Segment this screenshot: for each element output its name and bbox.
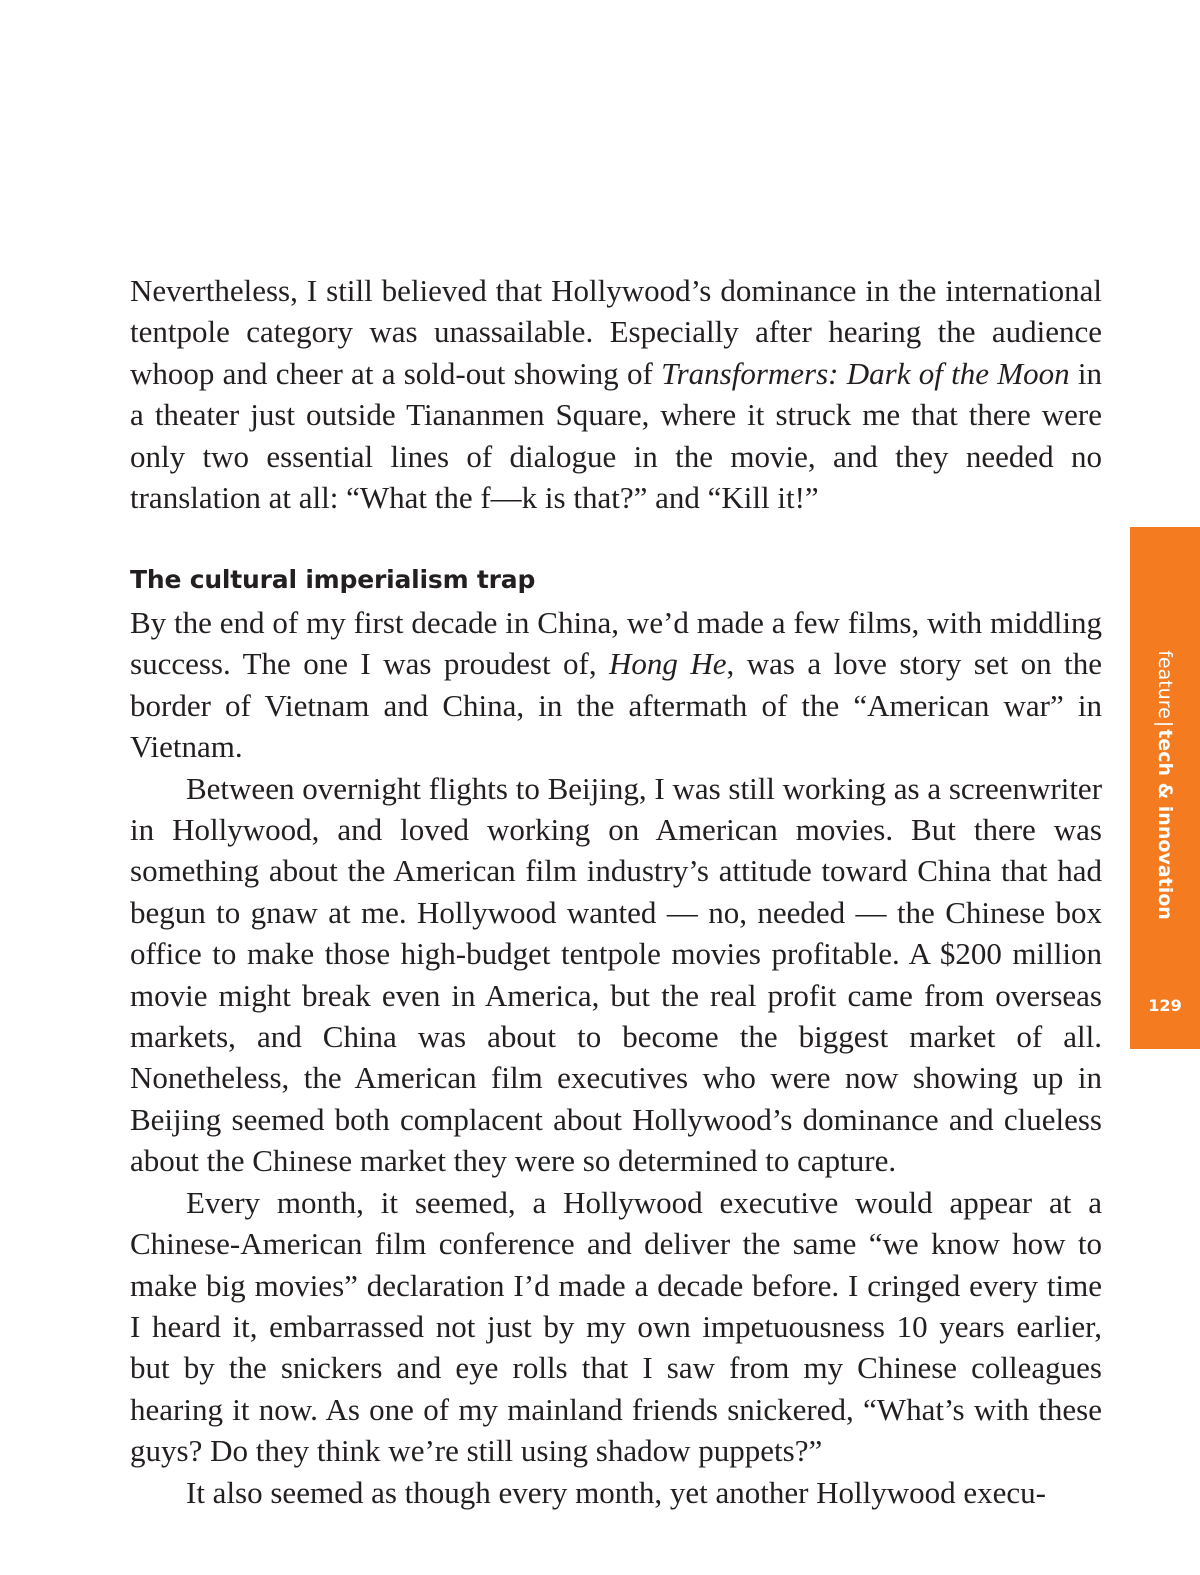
paragraph: Between overnight flights to Beijing, I was still working as a screenwriter in Hollywood, and loved working on American movies. But there was something about the American film industry’s attitude toward China that had begun to gnaw at me. Hollywood wanted — no, needed — the Chinese box office to make those high-budget tentpole movies profitable. A $200 million movie might break even in America, but the real profit came from overseas markets, and China was about to become the biggest market of all. Nonetheless, the American film executives who were now showing up in Beijing seemed both complacent about Hollywood’s dominance and clueless about the Chinese market they were so determined to capture. — [130, 770, 1103, 1179]
paragraph-text: , was a love story set on the border of Vietnam and China, in the aftermath of the “American war” in Vietnam. — [130, 646, 1102, 765]
body-text — [130, 602, 1102, 1513]
section-side-tab — [1130, 527, 1200, 1049]
section-tab-label — [1153, 650, 1177, 920]
section-separator: | — [1154, 720, 1176, 728]
section-topic: tech & innovation — [1154, 729, 1176, 920]
paragraph: Every month, it seemed, a Hollywood executive would appear at a Chinese-American film conference and deliver the same “we know how to make big movies” declaration I’d made a decade before. I cringed every time I heard it, embarrassed not just by my own impetuousness 10 years earlier, but by the snickers and eye rolls that I saw from my Chinese colleagues hearing it now. As one of my mainland friends snickered, “What’s with these guys? Do they think we’re still using shadow puppets?” — [130, 1184, 1102, 1469]
movie-title: Transformers: Dark of the Moon — [661, 355, 1070, 391]
paragraph-last: It also seemed as though every month, yet another Hollywood execu- — [186, 1474, 1047, 1510]
movie-title: Hong He — [609, 646, 727, 682]
paragraph — [130, 602, 1102, 768]
intro-text — [130, 270, 1102, 518]
paragraph-text: Nevertheless, I still believed that Hollywood’s dominance in the international tentpole category was unassailable. Especially after hearing the audience whoop and cheer at a sold-out showing of — [130, 273, 1102, 391]
section-name: feature — [1154, 650, 1176, 719]
section-heading: The cultural imperialism trap — [130, 565, 536, 594]
paragraph-text: in a theater just outside Tiananmen Square, where it struck me that there were only two essential lines of dialogue in the movie, and they needed no translation at all: “What the f—k is that?” and “Kill it!” — [130, 355, 1102, 516]
paragraph — [130, 270, 1102, 518]
page-number: 129 — [1148, 996, 1182, 1015]
paragraph-text: By the end of my first decade in China, we’d made a few films, with middling success. The one I was proudest of, — [130, 605, 1102, 682]
